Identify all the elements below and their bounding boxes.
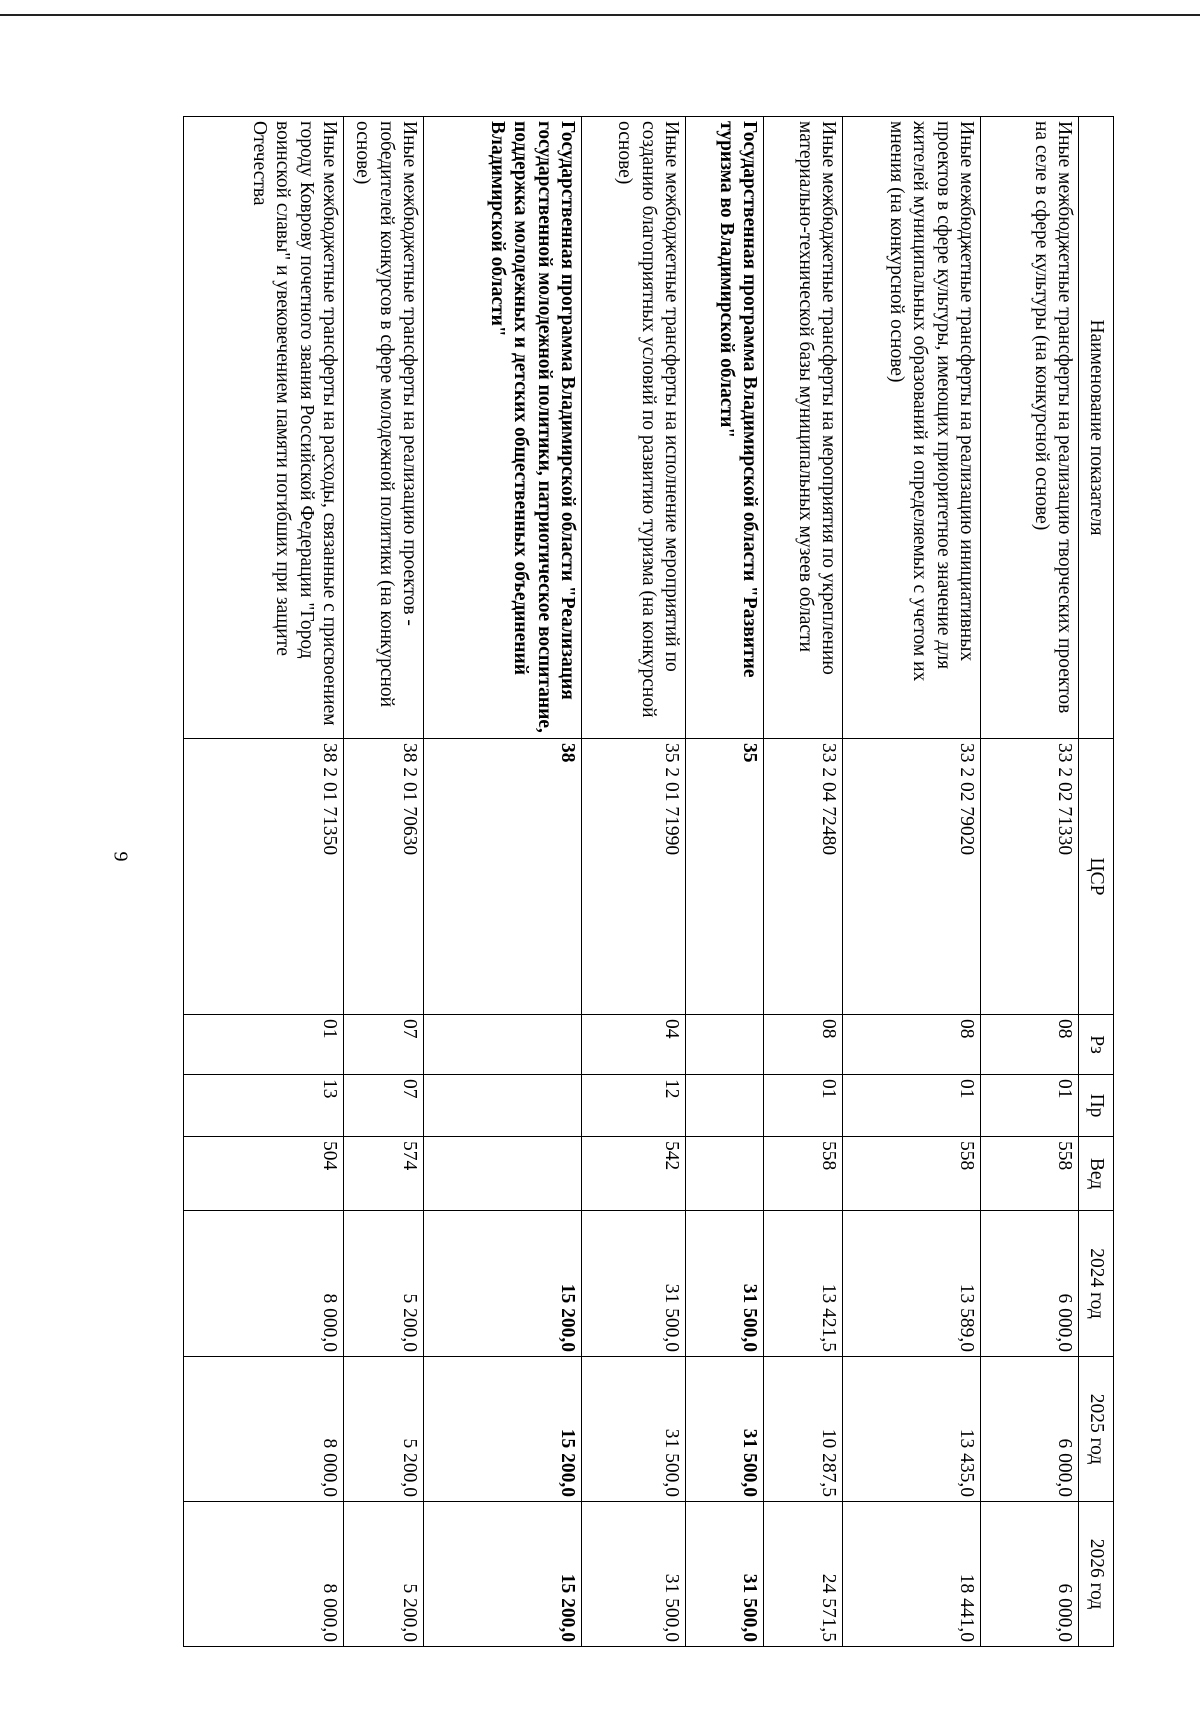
row-2024: 5 200,0 <box>344 1211 424 1357</box>
row-rz: 01 <box>184 1015 344 1075</box>
row-2025: 10 287,5 <box>764 1357 843 1502</box>
row-pr <box>686 1075 764 1137</box>
row-2024: 6 000,0 <box>981 1211 1079 1357</box>
row-name: Иные межбюджетные трансферты на реализацию творческих проектов на селе в сфере культуры (на конкурсной основе) <box>981 117 1079 739</box>
row-name: Иные межбюджетные трансферты на исполнение мероприятий по созданию благоприятных условий по развитию туризма (на конкурсной основе) <box>582 117 686 739</box>
table-row <box>344 117 424 1647</box>
table-row <box>843 117 981 1647</box>
row-2024: 13 589,0 <box>843 1211 981 1357</box>
table-row <box>686 117 764 1647</box>
table-row <box>764 117 843 1647</box>
page-number: 9 <box>109 851 132 862</box>
scan-top-edge <box>0 14 1200 16</box>
row-csr: 33 2 02 71330 <box>981 739 1079 1015</box>
row-2026: 5 200,0 <box>344 1502 424 1647</box>
row-ved: 558 <box>843 1137 981 1211</box>
row-2025: 15 200,0 <box>424 1357 582 1502</box>
header-name: Наименование показателя <box>1079 117 1114 739</box>
row-csr: 38 <box>424 739 582 1015</box>
row-2025: 31 500,0 <box>582 1357 686 1502</box>
row-csr: 33 2 04 72480 <box>764 739 843 1015</box>
row-pr: 01 <box>764 1075 843 1137</box>
row-name: Иные межбюджетные трансферты на мероприятия по укреплению материально-технической базы муниципальных музеев области <box>764 117 843 739</box>
row-2025: 5 200,0 <box>344 1357 424 1502</box>
row-name: Иные межбюджетные трансферты на реализацию проектов - победителей конкурсов в сфере молодежной политики (на конкурсной основе) <box>344 117 424 739</box>
row-csr: 33 2 02 79020 <box>843 739 981 1015</box>
row-2024: 13 421,5 <box>764 1211 843 1357</box>
row-ved <box>424 1137 582 1211</box>
table-row <box>424 117 582 1647</box>
row-2024: 15 200,0 <box>424 1211 582 1357</box>
row-2026: 15 200,0 <box>424 1502 582 1647</box>
header-2025: 2025 год <box>1079 1357 1114 1502</box>
row-2026: 18 441,0 <box>843 1502 981 1647</box>
budget-table <box>183 116 1114 1647</box>
row-rz: 08 <box>843 1015 981 1075</box>
row-ved: 574 <box>344 1137 424 1211</box>
row-2024: 8 000,0 <box>184 1211 344 1357</box>
row-rz <box>424 1015 582 1075</box>
row-2025: 8 000,0 <box>184 1357 344 1502</box>
row-2025: 31 500,0 <box>686 1357 764 1502</box>
table-row <box>184 117 344 1647</box>
row-name: Иные межбюджетные трансферты на расходы, связанные с присвоением городу Коврову почетного звания Российской Федерации "Город воинской славы" и увековечением памяти погибших при защите Отечества <box>184 117 344 739</box>
row-2025: 6 000,0 <box>981 1357 1079 1502</box>
row-rz <box>686 1015 764 1075</box>
row-2026: 31 500,0 <box>582 1502 686 1647</box>
row-ved: 504 <box>184 1137 344 1211</box>
row-2026: 31 500,0 <box>686 1502 764 1647</box>
row-pr: 07 <box>344 1075 424 1137</box>
header-2026: 2026 год <box>1079 1502 1114 1647</box>
header-csr: ЦСР <box>1079 739 1114 1015</box>
row-csr: 38 2 01 70630 <box>344 739 424 1015</box>
row-rz: 04 <box>582 1015 686 1075</box>
header-2024: 2024 год <box>1079 1211 1114 1357</box>
row-csr: 35 2 01 71990 <box>582 739 686 1015</box>
row-rz: 07 <box>344 1015 424 1075</box>
row-rz: 08 <box>764 1015 843 1075</box>
row-2025: 13 435,0 <box>843 1357 981 1502</box>
rotated-table-container <box>179 116 1114 1646</box>
header-rz: Рз <box>1079 1015 1114 1075</box>
row-name: Государственная программа Владимирской области "Реализация государственной молодежной политики, патриотическое воспитание, поддержка молодежных и детских общественных объединений Владимирской области" <box>424 117 582 739</box>
row-2024: 31 500,0 <box>686 1211 764 1357</box>
table-header-row <box>1079 117 1114 1647</box>
row-rz: 08 <box>981 1015 1079 1075</box>
row-csr: 38 2 01 71350 <box>184 739 344 1015</box>
row-name: Иные межбюджетные трансферты на реализацию инициативных проектов в сфере культуры, имеющих приоритетное значение для жителей муниципальных образований и определяемых с учетом их мнения (на конкурсной основе) <box>843 117 981 739</box>
row-pr: 01 <box>843 1075 981 1137</box>
row-name: Государственная программа Владимирской области "Развитие туризма во Владимирской области" <box>686 117 764 739</box>
header-ved: Вед <box>1079 1137 1114 1211</box>
row-ved: 558 <box>764 1137 843 1211</box>
row-pr: 12 <box>582 1075 686 1137</box>
row-csr: 35 <box>686 739 764 1015</box>
row-2024: 31 500,0 <box>582 1211 686 1357</box>
header-pr: Пр <box>1079 1075 1114 1137</box>
row-2026: 24 571,5 <box>764 1502 843 1647</box>
row-2026: 6 000,0 <box>981 1502 1079 1647</box>
table-row <box>981 117 1079 1647</box>
row-ved <box>686 1137 764 1211</box>
row-2026: 8 000,0 <box>184 1502 344 1647</box>
row-pr <box>424 1075 582 1137</box>
table-row <box>582 117 686 1647</box>
row-ved: 558 <box>981 1137 1079 1211</box>
row-pr: 01 <box>981 1075 1079 1137</box>
row-ved: 542 <box>582 1137 686 1211</box>
row-pr: 13 <box>184 1075 344 1137</box>
